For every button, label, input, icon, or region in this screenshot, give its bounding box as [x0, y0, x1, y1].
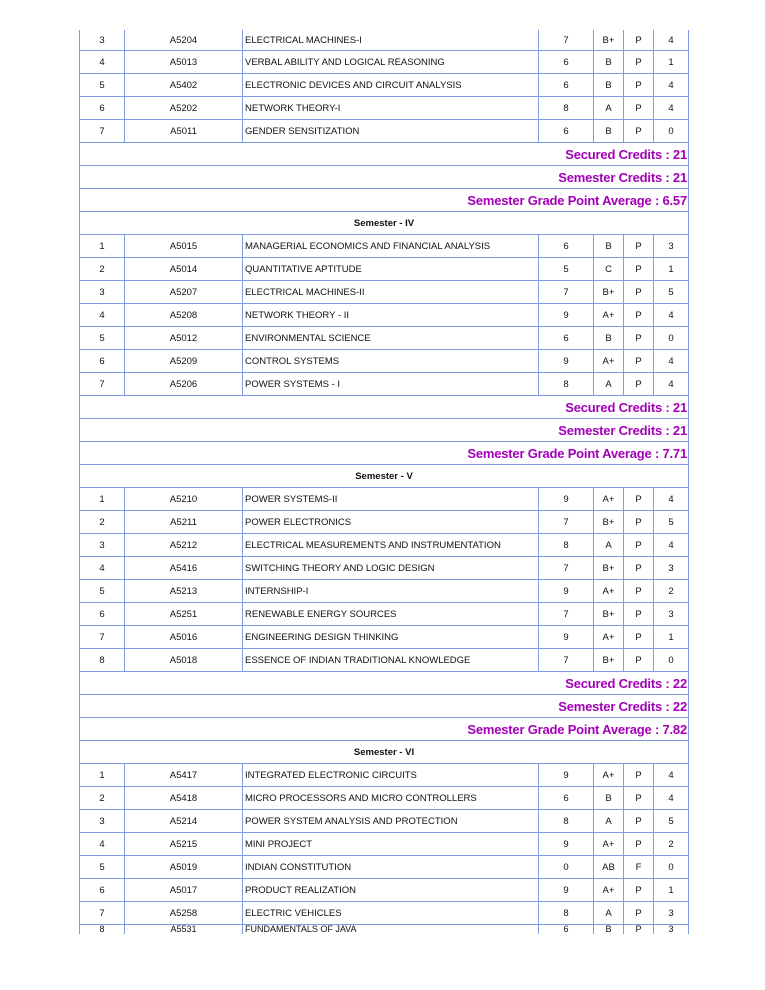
cell-sno: 6 — [80, 350, 125, 373]
table-row — [80, 856, 689, 879]
cell-sno: 5 — [80, 856, 125, 879]
cell-credits: 2 — [654, 580, 689, 603]
sgpa-row — [80, 718, 689, 741]
cell-sno: 7 — [80, 120, 125, 143]
secured-credits: Secured Credits : 21 — [80, 143, 689, 166]
table-row — [80, 626, 689, 649]
cell-credits: 0 — [654, 856, 689, 879]
cell-code: A5212 — [125, 534, 243, 557]
cell-credits: 5 — [654, 281, 689, 304]
cell-grade-points: 9 — [539, 350, 594, 373]
sgpa: Semester Grade Point Average : 7.71 — [80, 442, 689, 465]
cell-subject: ELECTRONIC DEVICES AND CIRCUIT ANALYSIS — [243, 74, 539, 97]
cell-credits: 4 — [654, 74, 689, 97]
cell-sno: 4 — [80, 304, 125, 327]
cell-grade: B — [594, 327, 624, 350]
semester-heading: Semester - V — [80, 465, 689, 488]
cell-result: P — [624, 120, 654, 143]
table-row — [80, 74, 689, 97]
cell-grade: B — [594, 51, 624, 74]
cell-code: A5213 — [125, 580, 243, 603]
cell-result: P — [624, 281, 654, 304]
cell-grade-points: 8 — [539, 534, 594, 557]
semester-credits-row — [80, 695, 689, 718]
cell-sno: 7 — [80, 902, 125, 925]
cell-grade-points: 9 — [539, 304, 594, 327]
table-row — [80, 327, 689, 350]
cell-result: P — [624, 580, 654, 603]
cell-sno: 5 — [80, 580, 125, 603]
sgpa-row — [80, 442, 689, 465]
cell-credits: 0 — [654, 120, 689, 143]
cell-result: P — [624, 649, 654, 672]
cell-subject: MANAGERIAL ECONOMICS AND FINANCIAL ANALYSIS — [243, 235, 539, 258]
cell-subject: POWER SYSTEMS - I — [243, 373, 539, 396]
cell-code: A5208 — [125, 304, 243, 327]
cell-credits: 4 — [654, 97, 689, 120]
cell-credits: 3 — [654, 603, 689, 626]
cell-grade: B — [594, 925, 624, 935]
cell-grade: A+ — [594, 580, 624, 603]
cell-grade: B+ — [594, 557, 624, 580]
sgpa-row — [80, 189, 689, 212]
cell-subject: POWER SYSTEMS-II — [243, 488, 539, 511]
cell-result: F — [624, 856, 654, 879]
cell-subject: ELECTRICAL MACHINES-I — [243, 30, 539, 51]
cell-code: A5211 — [125, 511, 243, 534]
table-row — [80, 580, 689, 603]
cell-code: A5214 — [125, 810, 243, 833]
semester-heading-row — [80, 741, 689, 764]
cell-subject: ENGINEERING DESIGN THINKING — [243, 626, 539, 649]
cell-grade: AB — [594, 856, 624, 879]
cell-credits: 4 — [654, 30, 689, 51]
semester-credits-row — [80, 419, 689, 442]
cell-code: A5013 — [125, 51, 243, 74]
cell-grade-points: 7 — [539, 557, 594, 580]
cell-subject: POWER ELECTRONICS — [243, 511, 539, 534]
cell-grade: B — [594, 235, 624, 258]
cell-sno: 8 — [80, 925, 125, 935]
cell-subject: QUANTITATIVE APTITUDE — [243, 258, 539, 281]
cell-grade: A — [594, 534, 624, 557]
cell-grade: B — [594, 74, 624, 97]
cell-grade-points: 0 — [539, 856, 594, 879]
cell-grade: A+ — [594, 879, 624, 902]
cell-grade: A+ — [594, 833, 624, 856]
cell-credits: 5 — [654, 810, 689, 833]
cell-code: A5016 — [125, 626, 243, 649]
cell-sno: 8 — [80, 649, 125, 672]
table-row — [80, 833, 689, 856]
cell-sno: 3 — [80, 810, 125, 833]
cell-grade-points: 9 — [539, 580, 594, 603]
table-row — [80, 30, 689, 51]
cell-credits: 4 — [654, 787, 689, 810]
table-row — [80, 810, 689, 833]
table-row — [80, 511, 689, 534]
table-row — [80, 350, 689, 373]
cell-credits: 1 — [654, 626, 689, 649]
cell-sno: 6 — [80, 603, 125, 626]
cell-code: A5258 — [125, 902, 243, 925]
cell-code: A5531 — [125, 925, 243, 935]
cell-subject: NETWORK THEORY-I — [243, 97, 539, 120]
cell-result: P — [624, 51, 654, 74]
cell-result: P — [624, 534, 654, 557]
cell-credits: 3 — [654, 925, 689, 935]
cell-code: A5210 — [125, 488, 243, 511]
cell-code: A5206 — [125, 373, 243, 396]
cell-grade: B — [594, 120, 624, 143]
cell-subject: MICRO PROCESSORS AND MICRO CONTROLLERS — [243, 787, 539, 810]
cell-subject: ELECTRICAL MEASUREMENTS AND INSTRUMENTATION — [243, 534, 539, 557]
secured-credits-row — [80, 396, 689, 419]
table-row — [80, 51, 689, 74]
cell-result: P — [624, 764, 654, 787]
cell-sno: 7 — [80, 626, 125, 649]
secured-credits-row — [80, 143, 689, 166]
cell-credits: 4 — [654, 488, 689, 511]
cell-credits: 0 — [654, 649, 689, 672]
cell-code: A5017 — [125, 879, 243, 902]
table-row — [80, 235, 689, 258]
cell-code: A5417 — [125, 764, 243, 787]
table-row — [80, 373, 689, 396]
cell-grade-points: 8 — [539, 97, 594, 120]
cell-result: P — [624, 603, 654, 626]
cell-subject: GENDER SENSITIZATION — [243, 120, 539, 143]
cell-sno: 3 — [80, 30, 125, 51]
cell-grade-points: 6 — [539, 925, 594, 935]
cell-grade-points: 7 — [539, 281, 594, 304]
cell-code: A5011 — [125, 120, 243, 143]
cell-grade-points: 7 — [539, 603, 594, 626]
cell-grade: A+ — [594, 764, 624, 787]
marks-sheet — [79, 30, 688, 934]
cell-sno: 1 — [80, 235, 125, 258]
cell-subject: INDIAN CONSTITUTION — [243, 856, 539, 879]
table-row — [80, 787, 689, 810]
table-row — [80, 603, 689, 626]
cell-code: A5012 — [125, 327, 243, 350]
semester-heading-row — [80, 212, 689, 235]
cell-code: A5018 — [125, 649, 243, 672]
cell-grade-points: 6 — [539, 120, 594, 143]
semester-credits: Semester Credits : 21 — [80, 166, 689, 189]
cell-grade-points: 5 — [539, 258, 594, 281]
cell-result: P — [624, 74, 654, 97]
cell-sno: 2 — [80, 787, 125, 810]
cell-grade: A+ — [594, 626, 624, 649]
results-table — [79, 30, 689, 934]
cell-credits: 4 — [654, 534, 689, 557]
cell-code: A5204 — [125, 30, 243, 51]
cell-subject: ELECTRIC VEHICLES — [243, 902, 539, 925]
cell-grade: A — [594, 810, 624, 833]
cell-code: A5202 — [125, 97, 243, 120]
cell-grade-points: 6 — [539, 787, 594, 810]
cell-result: P — [624, 787, 654, 810]
cell-code: A5402 — [125, 74, 243, 97]
cell-sno: 3 — [80, 281, 125, 304]
cell-grade-points: 8 — [539, 373, 594, 396]
cell-sno: 4 — [80, 833, 125, 856]
cell-result: P — [624, 833, 654, 856]
cell-code: A5209 — [125, 350, 243, 373]
table-row — [80, 120, 689, 143]
secured-credits: Secured Credits : 22 — [80, 672, 689, 695]
table-row — [80, 925, 689, 935]
cell-subject: ESSENCE OF INDIAN TRADITIONAL KNOWLEDGE — [243, 649, 539, 672]
cell-result: P — [624, 511, 654, 534]
cell-sno: 4 — [80, 51, 125, 74]
cell-credits: 2 — [654, 833, 689, 856]
cell-grade: B+ — [594, 603, 624, 626]
cell-credits: 3 — [654, 235, 689, 258]
cell-credits: 5 — [654, 511, 689, 534]
cell-subject: RENEWABLE ENERGY SOURCES — [243, 603, 539, 626]
cell-result: P — [624, 327, 654, 350]
cell-result: P — [624, 925, 654, 935]
cell-sno: 3 — [80, 534, 125, 557]
cell-grade-points: 7 — [539, 511, 594, 534]
cell-code: A5215 — [125, 833, 243, 856]
cell-subject: SWITCHING THEORY AND LOGIC DESIGN — [243, 557, 539, 580]
semester-heading-row — [80, 465, 689, 488]
cell-sno: 4 — [80, 557, 125, 580]
cell-subject: INTEGRATED ELECTRONIC CIRCUITS — [243, 764, 539, 787]
cell-subject: CONTROL SYSTEMS — [243, 350, 539, 373]
cell-grade: B+ — [594, 30, 624, 51]
table-row — [80, 902, 689, 925]
cell-code: A5418 — [125, 787, 243, 810]
cell-sno: 1 — [80, 764, 125, 787]
cell-subject: INTERNSHIP-I — [243, 580, 539, 603]
cell-grade-points: 8 — [539, 902, 594, 925]
cell-grade: A — [594, 97, 624, 120]
table-row — [80, 649, 689, 672]
cell-sno: 7 — [80, 373, 125, 396]
cell-result: P — [624, 626, 654, 649]
cell-grade-points: 8 — [539, 810, 594, 833]
cell-sno: 2 — [80, 511, 125, 534]
cell-grade-points: 7 — [539, 30, 594, 51]
cell-result: P — [624, 350, 654, 373]
table-row — [80, 488, 689, 511]
cell-code: A5207 — [125, 281, 243, 304]
cell-result: P — [624, 879, 654, 902]
cell-grade-points: 9 — [539, 764, 594, 787]
cell-credits: 0 — [654, 327, 689, 350]
cell-credits: 4 — [654, 764, 689, 787]
cell-result: P — [624, 258, 654, 281]
cell-result: P — [624, 557, 654, 580]
cell-subject: FUNDAMENTALS OF JAVA — [243, 925, 539, 935]
cell-subject: ELECTRICAL MACHINES-II — [243, 281, 539, 304]
cell-grade-points: 9 — [539, 833, 594, 856]
sgpa: Semester Grade Point Average : 7.82 — [80, 718, 689, 741]
cell-credits: 4 — [654, 350, 689, 373]
cell-credits: 1 — [654, 258, 689, 281]
cell-subject: NETWORK THEORY - II — [243, 304, 539, 327]
cell-result: P — [624, 902, 654, 925]
cell-grade-points: 6 — [539, 51, 594, 74]
cell-credits: 1 — [654, 879, 689, 902]
cell-credits: 3 — [654, 902, 689, 925]
cell-result: P — [624, 488, 654, 511]
cell-grade: A+ — [594, 350, 624, 373]
cell-code: A5019 — [125, 856, 243, 879]
cell-code: A5251 — [125, 603, 243, 626]
cell-result: P — [624, 30, 654, 51]
semester-credits: Semester Credits : 22 — [80, 695, 689, 718]
cell-subject: PRODUCT REALIZATION — [243, 879, 539, 902]
cell-credits: 4 — [654, 373, 689, 396]
secured-credits: Secured Credits : 21 — [80, 396, 689, 419]
cell-grade-points: 6 — [539, 74, 594, 97]
cell-grade-points: 6 — [539, 235, 594, 258]
table-row — [80, 764, 689, 787]
cell-sno: 5 — [80, 74, 125, 97]
table-row — [80, 97, 689, 120]
cell-grade: B+ — [594, 649, 624, 672]
cell-grade: B+ — [594, 511, 624, 534]
cell-grade-points: 9 — [539, 488, 594, 511]
cell-grade: B — [594, 787, 624, 810]
cell-subject: VERBAL ABILITY AND LOGICAL REASONING — [243, 51, 539, 74]
sgpa: Semester Grade Point Average : 6.57 — [80, 189, 689, 212]
cell-credits: 3 — [654, 557, 689, 580]
cell-result: P — [624, 235, 654, 258]
cell-code: A5416 — [125, 557, 243, 580]
semester-heading: Semester - IV — [80, 212, 689, 235]
cell-grade: A+ — [594, 304, 624, 327]
cell-grade: C — [594, 258, 624, 281]
cell-subject: MINI PROJECT — [243, 833, 539, 856]
cell-sno: 2 — [80, 258, 125, 281]
semester-credits: Semester Credits : 21 — [80, 419, 689, 442]
cell-result: P — [624, 304, 654, 327]
table-row — [80, 258, 689, 281]
cell-sno: 5 — [80, 327, 125, 350]
semester-heading: Semester - VI — [80, 741, 689, 764]
cell-grade-points: 6 — [539, 327, 594, 350]
table-row — [80, 534, 689, 557]
cell-subject: POWER SYSTEM ANALYSIS AND PROTECTION — [243, 810, 539, 833]
cell-result: P — [624, 97, 654, 120]
cell-grade: A+ — [594, 488, 624, 511]
cell-code: A5015 — [125, 235, 243, 258]
cell-grade: A — [594, 902, 624, 925]
cell-code: A5014 — [125, 258, 243, 281]
semester-credits-row — [80, 166, 689, 189]
table-row — [80, 304, 689, 327]
cell-credits: 4 — [654, 304, 689, 327]
cell-grade: B+ — [594, 281, 624, 304]
cell-sno: 6 — [80, 97, 125, 120]
cell-credits: 1 — [654, 51, 689, 74]
table-row — [80, 281, 689, 304]
cell-sno: 1 — [80, 488, 125, 511]
table-row — [80, 879, 689, 902]
cell-grade-points: 7 — [539, 649, 594, 672]
cell-grade-points: 9 — [539, 879, 594, 902]
table-row — [80, 557, 689, 580]
secured-credits-row — [80, 672, 689, 695]
cell-sno: 6 — [80, 879, 125, 902]
cell-grade-points: 9 — [539, 626, 594, 649]
cell-subject: ENVIRONMENTAL SCIENCE — [243, 327, 539, 350]
cell-result: P — [624, 810, 654, 833]
cell-result: P — [624, 373, 654, 396]
cell-grade: A — [594, 373, 624, 396]
